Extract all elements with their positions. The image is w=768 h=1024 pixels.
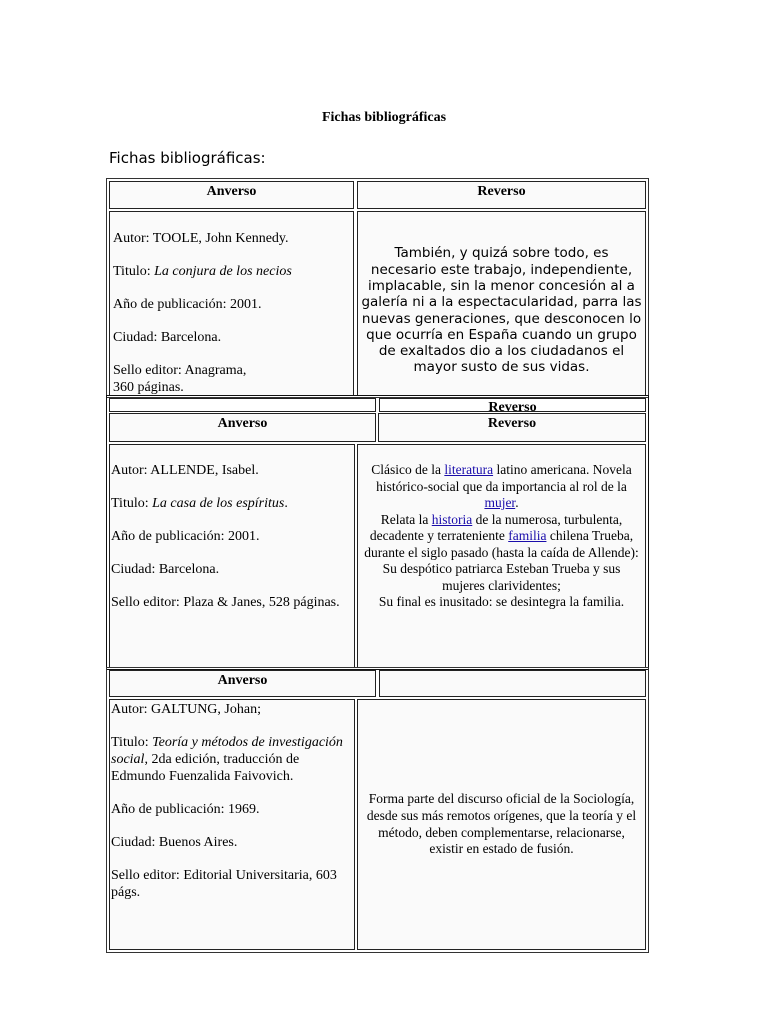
card-2-back-para-2: Relata la historia de la numerosa, turbulenta, decadente y terrateniente familia chilena Trueba, durante el siglo pasado (hasta la caída de Allende): — [364, 511, 639, 560]
card-3-front-header: Anverso — [109, 670, 376, 697]
card-1-front — [109, 211, 354, 396]
card-2-back-para-4: Su final es inusitado: se desintegra la familia. — [378, 594, 625, 609]
card-1-title: Titulo: La conjura de los necios — [113, 264, 292, 279]
card-3-year: Año de publicación: 1969. — [111, 802, 260, 817]
document-title: Fichas bibliográficas — [321, 110, 447, 125]
card-1-year: Año de publicación: 2001. — [113, 297, 262, 312]
card-1-author: Autor: TOOLE, John Kennedy. — [113, 231, 289, 246]
link-literatura[interactable]: literatura — [444, 462, 494, 477]
card-2-back-para-3: Su despótico patriarca Esteban Trueba y sus mujeres clarividentes; — [382, 561, 621, 593]
card-2-year: Año de publicación: 2001. — [111, 529, 260, 544]
card-2-back — [357, 444, 646, 668]
card-1-back-text: También, y quizá sobre todo, es necesario este trabajo, independiente, implacable, sin la menor concesión al a galería ni a la espectacularidad, parra las nuevas generaciones, que desconocen lo que ocurría en España cuando un grupo de exaltados dio a los ciudadanos el mayor susto de sus vidas. — [361, 245, 642, 376]
card-3-publisher: Sello editor: Editorial Universitaria, 603 págs. — [111, 868, 337, 900]
card-3-city: Ciudad: Buenos Aires. — [111, 835, 238, 850]
link-familia[interactable]: familia — [508, 528, 547, 543]
card-3-author: Autor: GALTUNG, Johan; — [111, 702, 261, 717]
card-2-front-header: Anverso — [109, 413, 376, 442]
card-3-title: Titulo: Teoría y métodos de investigación social, 2da edición, traducción de Edmundo Fuenzalida Faivovich. — [111, 735, 343, 784]
card-3-back-header — [379, 670, 646, 697]
card-2-back-para-1: Clásico de la literatura latino americana. Novela histórico-social que da importancia al rol de la mujer. — [371, 462, 632, 510]
card-3-back — [357, 699, 646, 950]
card-3-front — [109, 699, 355, 950]
link-mujer[interactable]: mujer — [484, 495, 516, 510]
card-1-publisher: Sello editor: Anagrama, 360 páginas. — [113, 363, 247, 395]
card-2-author: Autor: ALLENDE, Isabel. — [111, 463, 259, 478]
card-2-back-header-overlap: Reverso — [379, 398, 646, 412]
card-1-front-header: Anverso — [109, 181, 354, 209]
card-2-city: Ciudad: Barcelona. — [111, 562, 220, 577]
link-historia[interactable]: historia — [431, 511, 473, 527]
card-2-front-header-overlap — [109, 398, 376, 412]
card-2-title: Titulo: La casa de los espíritus. — [111, 496, 288, 511]
card-1-back-header: Reverso — [357, 181, 646, 209]
card-3-back-text: Forma parte del discurso oficial de la Sociología, desde sus más remotos orígenes, que la teoría y el método, deben complementarse, relacionarse, existir en estado de fusión. — [366, 790, 637, 857]
card-2-front — [109, 444, 355, 668]
section-subtitle: Fichas bibliográficas: — [109, 149, 266, 167]
card-2-publisher: Sello editor: Plaza & Janes, 528 páginas. — [111, 595, 340, 610]
card-2-back-header: Reverso — [378, 413, 646, 442]
card-1-city: Ciudad: Barcelona. — [113, 330, 222, 345]
card-1-back — [357, 211, 646, 396]
